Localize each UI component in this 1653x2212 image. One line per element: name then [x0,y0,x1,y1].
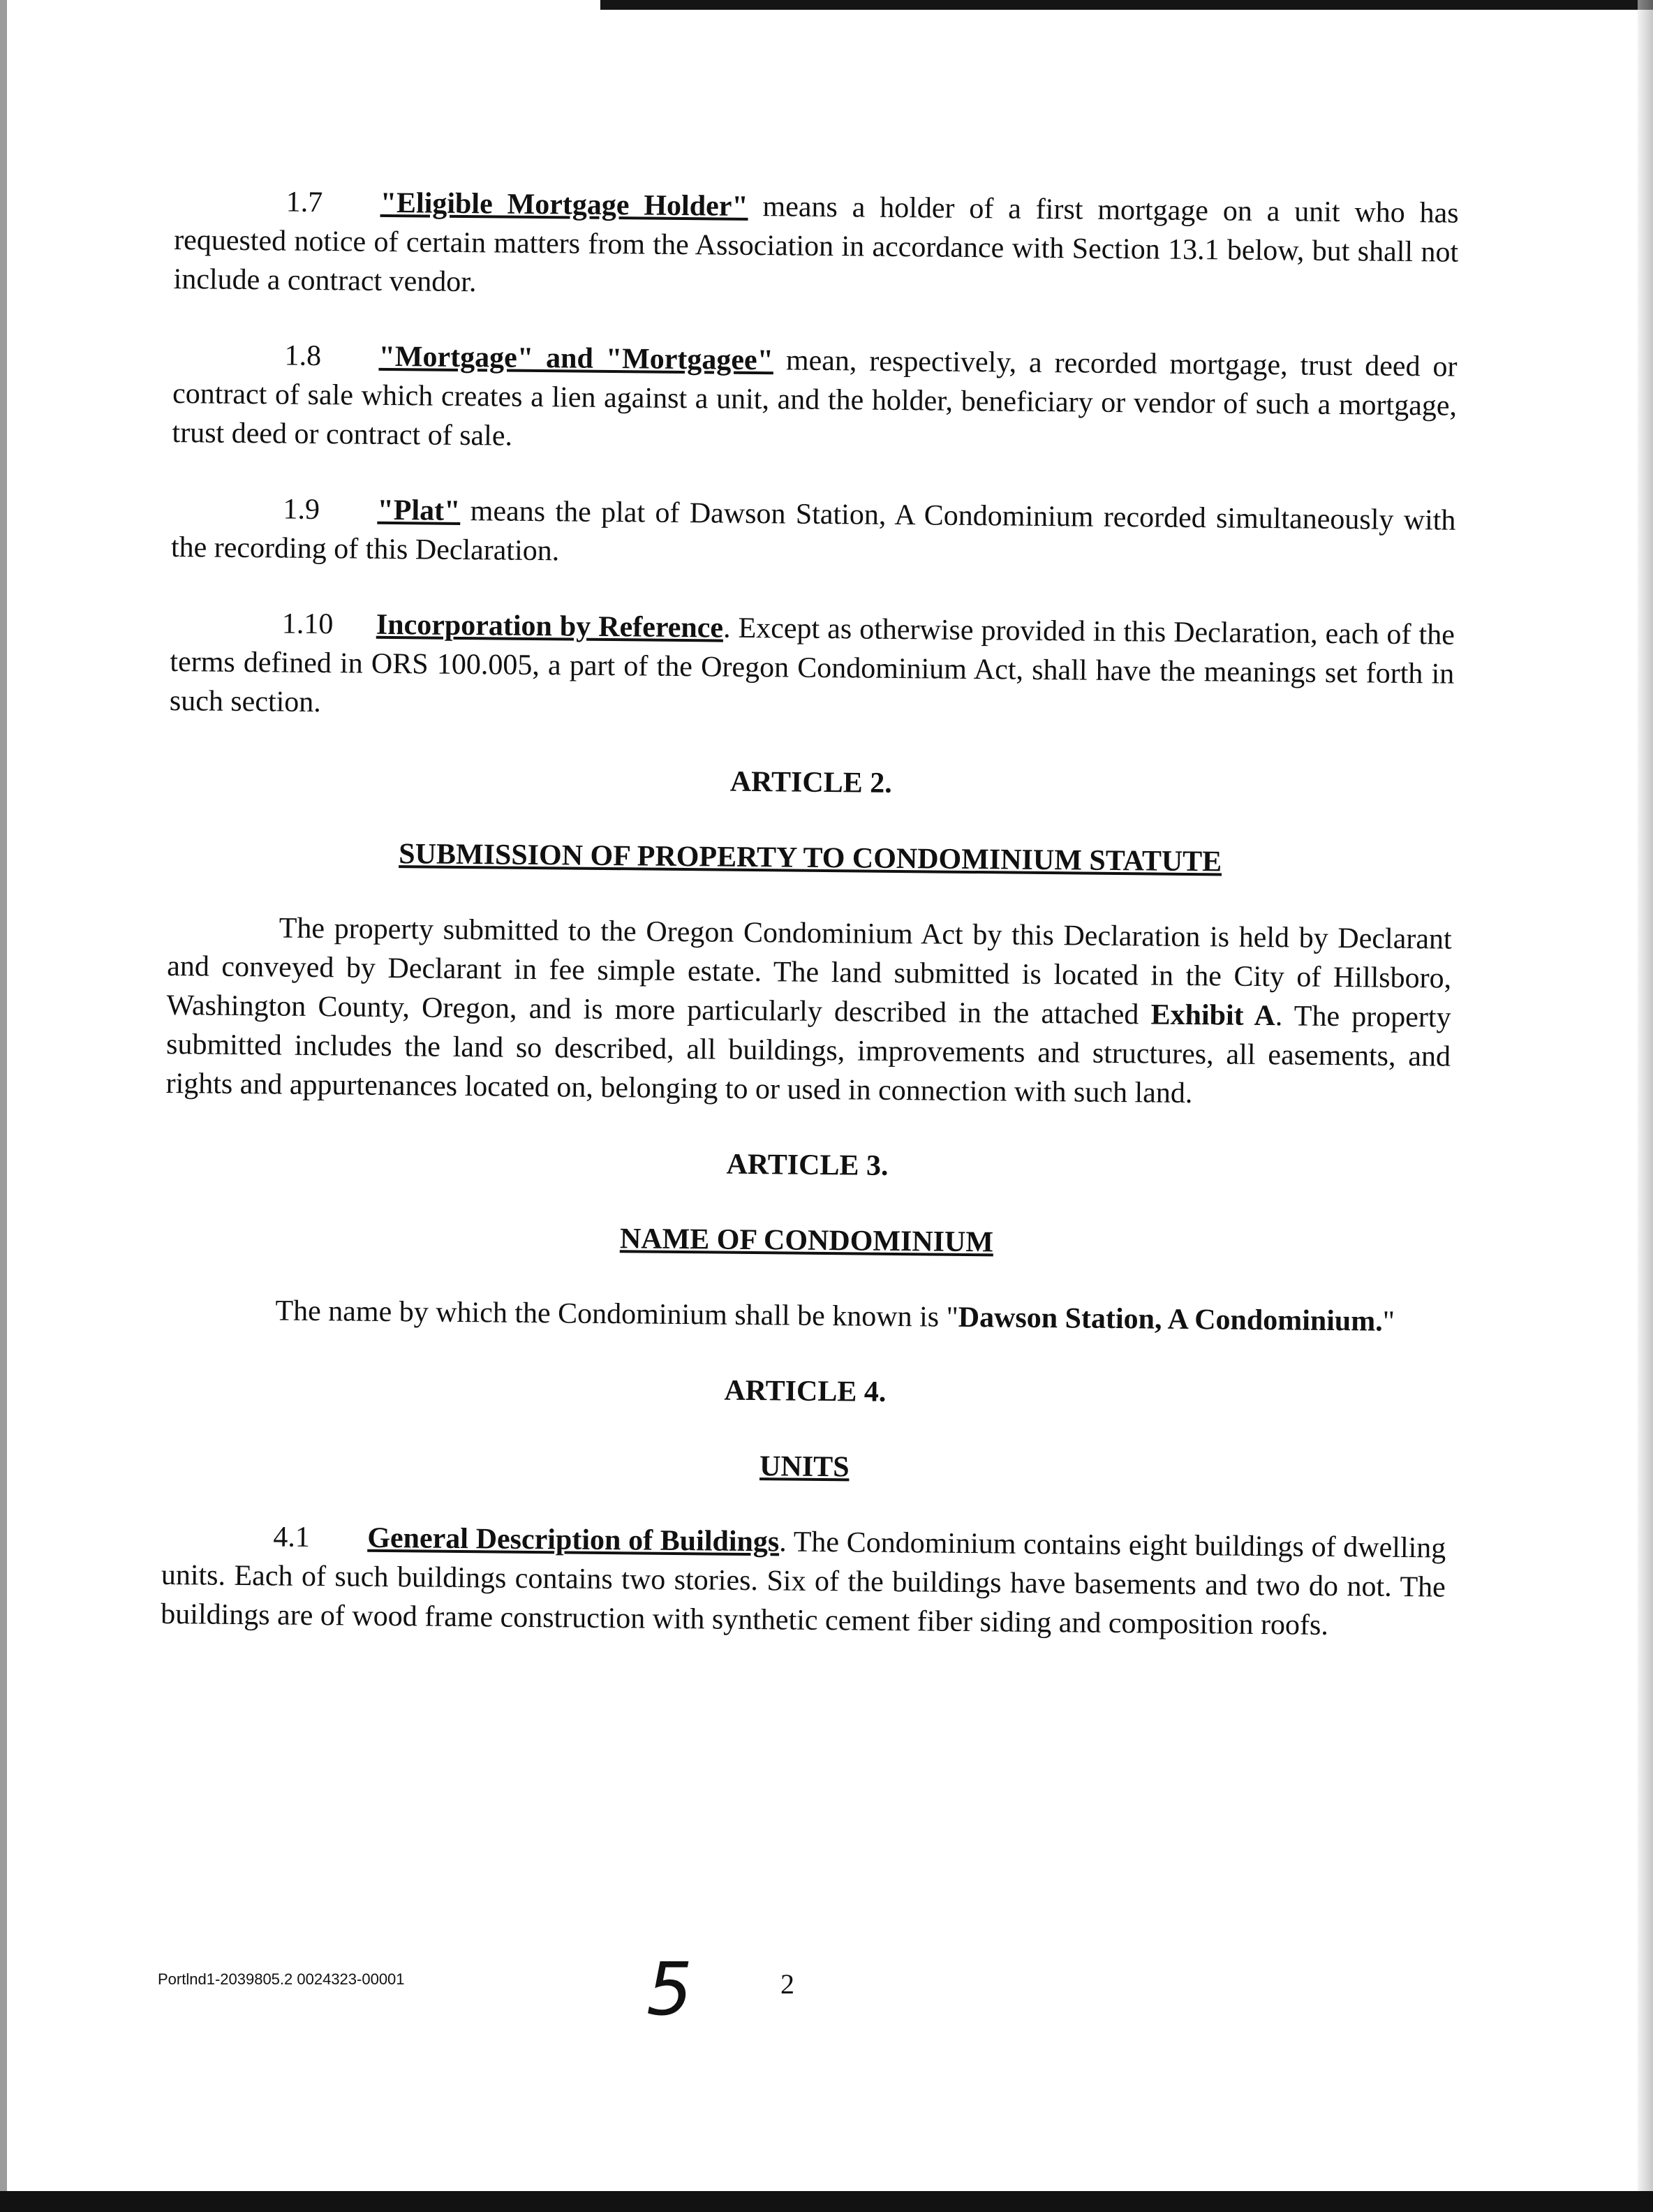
article-2-title: SUBMISSION OF PROPERTY TO CONDOMINIUM STATUTE [399,838,1222,878]
article-text: . The property submitted includes the land so described, all buildings, improvements and structures, all easements, and rights and appurtenances located on, belonging to or used in connection with such land. [165,1000,1451,1110]
defined-term: "Eligible Mortgage Holder" [380,186,748,223]
section-text: . The Condominium contains eight buildings of dwelling units. Each of such buildings contains two stories. Six of the buildings have basements and two do not. The buildings are of wood frame construction with synthetic cement fiber siding and composition roofs. [161,1526,1446,1642]
scan-edge-top [600,0,1653,10]
section-1-10 [170,603,1455,733]
scan-edge-left [0,0,7,2212]
section-4-1 [161,1517,1446,1646]
section-number: 4.1 [273,1521,311,1554]
section-text: . Except as otherwise provided in this Declaration, each of the terms defined in ORS 100.005, a part of the Oregon Condominium Act, shall have the meanings set forth in such section. [169,612,1455,719]
defined-term: General Description of Buildings [367,1521,780,1558]
scan-edge-right [1638,0,1653,2212]
section-text: means a holder of a first mortgage on a unit who has requested notice of certain matters from the Association in accordance with Section 13.1 below, but shall not include a contract vendor. [173,190,1459,299]
section-number: 1.8 [284,339,322,373]
section-1-8 [172,335,1458,465]
document-body [161,182,1459,1683]
article-4-heading: ARTICLE 4. [724,1374,887,1408]
article-2-heading: ARTICLE 2. [729,765,892,799]
article-2-body [165,908,1452,1116]
article-3-body [163,1290,1448,1342]
article-4-title: UNITS [759,1450,850,1484]
section-1-7 [173,182,1459,311]
defined-term: "Plat" [377,494,461,527]
condominium-name: Dawson Station, A Condominium. [958,1301,1383,1338]
article-3-heading: ARTICLE 3. [726,1148,889,1182]
article-text: " [1382,1305,1395,1338]
defined-term: "Mortgage" and "Mortgagee" [378,340,774,377]
exhibit-reference: Exhibit A [1150,998,1276,1033]
handwritten-page-mark: 5 [646,1947,693,2032]
section-number: 1.9 [283,493,320,526]
defined-term: Incorporation by Reference [376,608,724,644]
section-text: means the plat of Dawson Station, A Condominium recorded simultaneously with the recording of this Declaration. [170,494,1456,568]
section-1-9 [171,489,1456,580]
document-id: Portlnd1-2039805.2 0024323-00001 [158,1970,405,1988]
article-text: The name by which the Condominium shall be known is " [275,1295,959,1334]
scan-edge-bottom [0,2191,1653,2212]
section-text: mean, respectively, a recorded mortgage, trust deed or contract of sale which creates a lien against a unit, and the holder, beneficiary or vendor of such a mortgage, trust deed or contract of sale. [172,344,1458,452]
page-number: 2 [780,1968,794,2000]
section-number: 1.7 [286,186,323,219]
article-3-title: NAME OF CONDOMINIUM [619,1223,994,1259]
section-number: 1.10 [281,607,334,641]
article-text: The property submitted to the Oregon Condominium Act by this Declaration is held by Declarant and conveyed by Declarant in fee simple estate. The land submitted is located in the City of Hillsboro, Washington County, Oregon, and is more particularly described in the attached [166,912,1452,1031]
